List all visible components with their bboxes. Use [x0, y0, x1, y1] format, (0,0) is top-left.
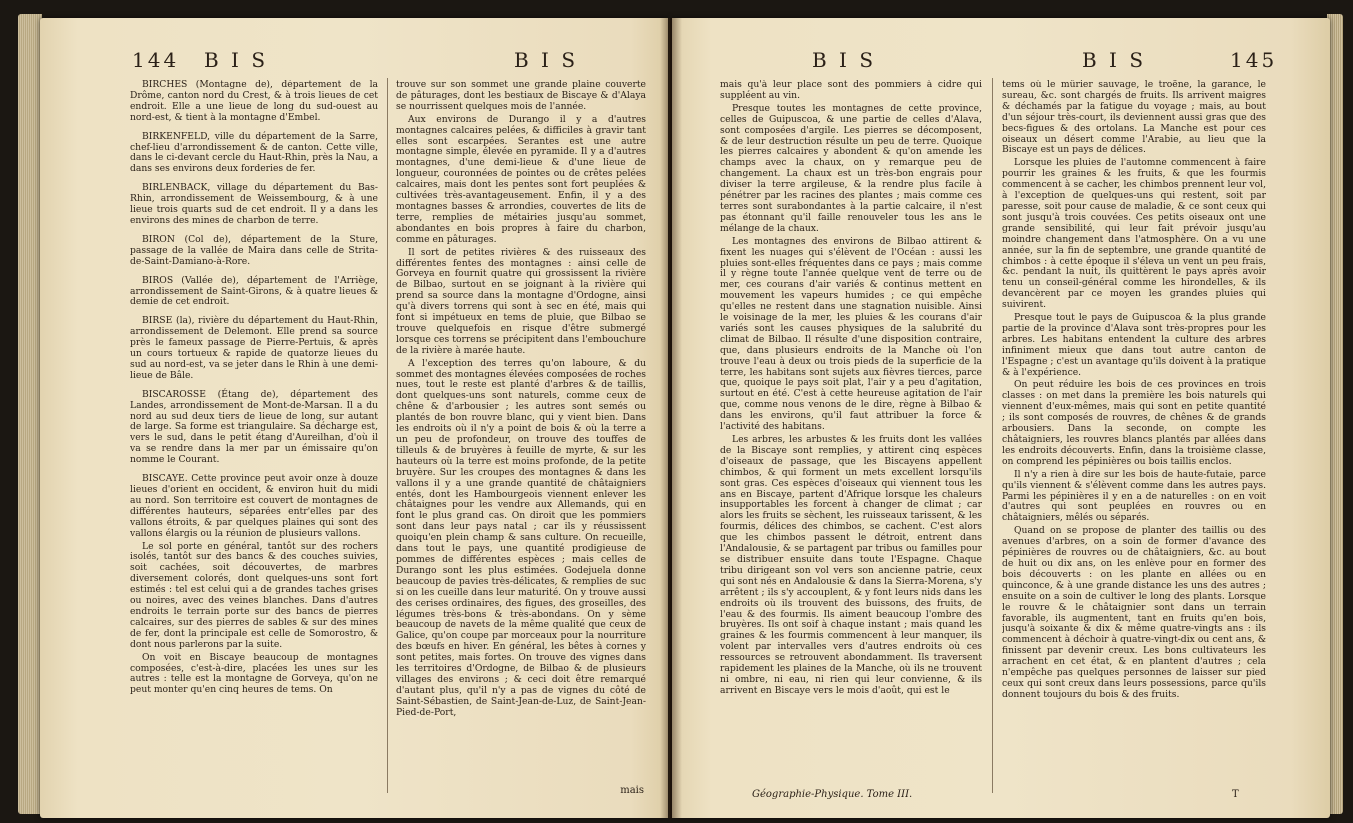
page-number: 145 [1230, 48, 1278, 72]
left-page-header [132, 48, 632, 74]
left-page-column-2 [396, 80, 646, 800]
catchword: mais [620, 785, 644, 796]
body-paragraph: On voit en Biscaye beaucoup de montagnes composées, c'est-à-dire, placées les unes sur les autres : telle est la montagne de Gorveya, qu'on ne peut monter qu'en cinq heures de tems. On [130, 651, 378, 696]
body-paragraph: Il sort de petites rivières & des ruisseaux des différentes fentes des montagnes : ainsi celle de Gorveya en fournit quatre qui grossissent la rivière de Bilbao, surtout en se joignant à la rivière qui prend sa source dans la montagne d'Ordogne, ainsi qu'à divers torrens qui sont à sec en été, mais qui font si impétueux en tems de pluie, que Bilbao se trouve quelquefois en risque d'être submergé lorsque ces torrens se précipitent dans l'embouchure de la rivière à marée haute. [396, 246, 646, 356]
body-paragraph: On peut réduire les bois de ces provinces en trois classes : on met dans la première les bois naturels qui viennent d'eux-mêmes, mais qui sont en petite quantité ; ils sont composés de rouvres, de chênes & de grands arbousiers. Dans la seconde, on compte les châtaigniers, les rouvres blancs plantés par allées dans les endroits découverts. Enfin, dans la troisième classe, on comprend les pépinières ou bois taillis enclos. [1002, 379, 1266, 467]
right-page [672, 18, 1330, 818]
book-gutter [660, 18, 682, 818]
body-paragraph: tems où le mûrier sauvage, le troëne, la garance, le sureau, &c. sont chargés de fruits. Ils arrivent maigres & déchamés par la fatigue du voyage ; mais, au bout d'un séjour très-court, ils deviennent aussi gras que des becs-figues & des ortolans. La Manche est pour ces oiseaux un désert comme l'Arabie, au lieu que la Biscaye est un pays de délices. [1002, 80, 1266, 156]
entry-paragraph: BISCAYE. Cette province peut avoir onze à douze lieues d'orient en occident, & environ huit du midi au nord. Son territoire est couvert de montagnes de différentes hauteurs, séparées entr'elles par des vallons étroits, & par quelques plaines qui sont des vallons élargis ou la réunion de plusieurs vallons. [130, 473, 378, 539]
body-paragraph: Les montagnes des environs de Bilbao attirent & fixent les nuages qui s'élèvent de l'Océan : aussi les pluies sont-elles fréquentes dans ce pays ; mais comme il y règne toute l'année quelque vent de terre ou de mer, ces courans d'air variés & continus mettent en mouvement les vapeurs humides ; ce qui empêche qu'elles ne restent dans une stagnation nuisible. Ainsi le voisinage de la mer, les pluies & les courans d'air variés sont les causes physiques de la salubrité du climat de Bilbao. Il résulte d'une disposition contraire, que, dans plusieurs endroits de la Manche où l'on trouve l'eau à deux ou trois pieds de la superficie de la terre, les habitans sont sujets aux fièvres tierces, parce que, quoique le pays soit plat, l'air y a peu d'agitation, surtout en été. C'est à cette heureuse agitation de l'air que, comme nous venons de le dire, règne à Bilbao & dans les environs, qu'il faut attribuer la force & l'activité des habitans. [720, 235, 982, 433]
body-paragraph: A l'exception des terres qu'on laboure, & du sommet des montagnes élevées composées de roches nues, tout le reste est planté d'arbres & de taillis, dont quelques-uns sont naturels, comme ceux de chêne & d'arbousier ; les autres sont semés ou plantés de bon rouvre blanc, qui y vient bien. Dans les endroits où il n'y a point de bois & où la terre a un peu de profondeur, on trouve des touffes de tilleuls & de bruyères à feuille de myrte, & sur les hauteurs où la terre est moins profonde, de la petite bruyère. Sur les croupes des montagnes & dans les vallons il y a une grande quantité de châtaigniers entés, dont les Hambourgeois viennent enlever les châtaignes pour les vendre aux Allemands, qui en font le plus grand cas. On diroit que les pommiers sont dans leur pays natal ; car ils y réussissent quoiqu'en plein champ & sans culture. On recueille, dans tout le pays, une quantité prodigieuse de pommes de différentes espèces ; mais celles de Durango sont les plus estimées. Godejuela donne beaucoup de pavies très-délicates, & remplies de suc si on les cueille dans leur maturité. On y trouve aussi des cerises ordinaires, des figues, des groseilles, des légumes très-bons & très-abondans. On y sème beaucoup de navets de la même qualité que ceux de Galice, qu'on coupe par morceaux pour la nourriture des bœufs en hiver. En général, les bêtes à cornes y sont petites, mais fortes. On trouve des vignes dans les territoires d'Ordogne, de Bilbao & de plusieurs villages des environs ; & ceci doit être remarqué d'autant plus, qu'il n'y a pas de vignes du côté de Saint-Sébastien, de Saint-Jean-de-Luz, de Saint-Jean-Pied-de-Port, [396, 357, 646, 718]
signature-mark: T [1232, 789, 1239, 800]
body-paragraph: mais qu'à leur place sont des pommiers à cidre qui suppléent au vin. [720, 80, 982, 101]
signature-line: Géographie-Physique. Tome III. [752, 789, 913, 800]
left-page-column-1 [130, 80, 378, 800]
right-page-column-2 [1002, 80, 1266, 800]
entry-paragraph: BIROS (Vallée de), département de l'Arriège, arrondissement de Saint-Girons, & à quatre lieues & demie de cet endroit. [130, 274, 378, 308]
entry-paragraph: BISCAROSSE (Étang de), département des Landes, arrondissement de Mont-de-Marsan. Il a du nord au sud deux tiers de lieue de long, sur autant de large. Sa forme est triangulaire. Sa décharge est, vers le sud, dans le petit étang d'Aureilhan, d'où il va se rendre dans la mer par un émissaire qu'on nomme le Courant. [130, 388, 378, 466]
running-head-left: B I S [812, 48, 877, 72]
book-edge-left [18, 14, 42, 814]
entry-paragraph: BIRCHES (Montagne de), département de la Drôme, canton nord du Crest, & à trois lieues de cet endroit. Elle a une lieue de long du sud-ouest au nord-est, & tient à la montagne d'Embel. [130, 80, 378, 123]
body-paragraph: Aux environs de Durango il y a d'autres montagnes calcaires pelées, & difficiles à gravir tant elles sont escarpées. Serantes est une autre montagne simple, élevée en pyramide. Il y a d'autres montagnes, d'une demi-lieue & d'une lieue de longueur, couronnées de pointes ou de crêtes pelées calcaires, mais dont les pentes sont fort peuplées & cultivées très-avantageusement. Enfin, il y a des montagnes basses & arrondies, couvertes de lits de terre, remplies de métairies jusqu'au sommet, abondantes en bois propres à faire du charbon, comme en pâturages. [396, 113, 646, 245]
running-head-center: B I S [1082, 48, 1147, 72]
column-divider [992, 78, 993, 793]
body-paragraph: Lorsque les pluies de l'automne commencent à faire pourrir les graines & les fruits, & que les fourmis commencent à se cacher, les chimbos prennent leur vol, à l'exception de quelques-uns qui restent, soit par paresse, soit pour cause de maladie, & ce sont ceux qui sont jusqu'à trois couvées. Ces petits oiseaux ont une grande sensibilité, qui leur fait prévoir jusqu'au moindre changement dans l'atmosphère. On a vu une année, sur la fin de septembre, une grande quantité de chimbos : à cette époque il s'éleva un vent un peu frais, &c. pendant la nuit, ils quittèrent le pays après avoir tenu un conseil-général comme les hirondelles, & ils devancèrent par ce moyen les grandes pluies qui suivirent. [1002, 157, 1266, 311]
right-page-column-1 [720, 80, 982, 800]
open-book [40, 18, 1330, 818]
body-paragraph: Il n'y a rien à dire sur les bois de haute-futaie, parce qu'ils viennent & s'élèvent comme dans les autres pays. Parmi les pépinières il y en a de naturelles : on en voit d'autres qui sont peuplées en rouvres ou en châtaigniers, mêlés ou séparés. [1002, 468, 1266, 524]
body-paragraph: Le sol porte en général, tantôt sur des rochers isolés, tantôt sur des bancs & des couches suivies, soit cachées, soit découvertes, de marbres diversement colorés, dont quelques-uns sont fort estimés : tel est celui qui a de grandes taches grises ou noires, avec des veines blanches. Dans d'autres endroits le terrain porte sur des bancs de pierres calcaires, sur des pierres de sables & sur des mines de fer, dont la principale est celle de Somorostro, & dont nous parlerons par la suite. [130, 540, 378, 650]
body-paragraph: Presque tout le pays de Guipuscoa & la plus grande partie de la province d'Alava sont très-propres pour les arbres. Les habitans entendent la culture des arbres infiniment mieux que dans tout autre canton de l'Espagne ; c'est un avantage qu'ils doivent à la pratique & à l'expérience. [1002, 312, 1266, 378]
entry-paragraph: BIRSE (la), rivière du département du Haut-Rhin, arrondissement de Delemont. Elle prend sa source près le fameux passage de Pierre-Pertuis, & après un cours tortueux & rapide de quatorze lieues du sud au nord-est, va se jeter dans le Rhin à une demi-lieue de Bâle. [130, 315, 378, 381]
running-head-left: B I S [204, 48, 269, 72]
running-head-center: B I S [514, 48, 579, 72]
entry-paragraph: BIRLENBACK, village du département du Bas-Rhin, arrondissement de Weissembourg, & à une lieue trois quarts sud de cet endroit. Il y a dans les environs des mines de charbon de terre. [130, 182, 378, 226]
body-paragraph: Quand on se propose de planter des taillis ou des avenues d'arbres, on a soin de former d'avance des pépinières de rouvres ou de châtaigniers, &c. au bout de huit ou dix ans, on les enlève pour en former des bois découverts : on les plante en allées ou en quinconce, & à une grande distance les uns des autres ; ensuite on a soin de cultiver le long des plants. Lorsque le rouvre & le châtaignier sont dans un terrain favorable, ils augmentent, tant en fruits qu'en bois, jusqu'à soixante & dix & même quatre-vingts ans : ils commencent à déchoir à quatre-vingt-dix ou cent ans, & finissent par devenir creux. Les bons cultivateurs les arrachent en cet état, & en plantent d'autres ; cela n'empêche pas quelques personnes de laisser sur pied ceux qui sont creux dans leurs possessions, parce qu'ils donnent toujours du bois & des fruits. [1002, 525, 1266, 700]
page-number: 144 [132, 48, 180, 72]
entry-paragraph: BIRKENFELD, ville du département de la Sarre, chef-lieu d'arrondissement & de canton. Cette ville, dans le ci-devant cercle du Haut-Rhin, près la Nau, a dans ses environs deux forderies de fer. [130, 130, 378, 175]
body-paragraph: Les arbres, les arbustes & les fruits dont les vallées de la Biscaye sont remplies, y attirent cinq espèces d'oiseaux de passage, que les Biscayens appellent chimbos, & qui forment un mets excellent lorsqu'ils sont gras. Ces espèces d'oiseaux qui viennent tous les ans en Biscaye, partent d'Afrique lorsque les chaleurs insupportables les forcent à changer de climat ; car alors les fruits se sèchent, les ruisseaux tarissent, & les fourmis, délices des chimbos, se cachent. C'est alors que les chimbos passent le détroit, entrent dans l'Andalousie, & se partagent par tribus ou familles pour se distribuer ensuite dans toute l'Espagne. Chaque tribu dirigeant son vol vers son ancienne patrie, ceux qui sont nés en Andalousie & dans la Sierra-Morena, s'y arrêtent ; ils s'y accouplent, & y font leurs nids dans les endroits où ils trouvent des buissons, des fruits, de l'eau & des fourmis. Ils aiment beaucoup l'ombre des bruyères. Ils ont soif à chaque instant ; mais quand les graines & les fourmis commencent à leur manquer, ils volent par intervalles vers d'autres endroits où ces ressources se retrouvent abondamment. Ils traversent rapidement les plaines de la Manche, où ils ne trouvent ni ombre, ni eau, ni rien qui leur convienne, & ils arrivent en Biscaye vers le mois d'août, qui est le [720, 434, 982, 696]
left-page [40, 18, 668, 818]
body-paragraph: trouve sur son sommet une grande plaine couverte de pâturages, dont les bestiaux de Biscaye & d'Alaya se nourrissent quelques mois de l'année. [396, 80, 646, 112]
column-divider [387, 78, 388, 793]
right-page-header [812, 48, 1292, 74]
body-paragraph: Presque toutes les montagnes de cette province, celles de Guipuscoa, & une partie de celles d'Alava, sont composées d'argile. Les pierres se décomposent, & de leur destruction résulte un peu de terre. Quoique les pierres calcaires y abondent & qu'on amende les champs avec la chaux, on y remarque peu de changement. La chaux est un très-bon engrais pour diviser la terre argileuse, & la rendre plus facile à pénétrer par les racines des plantes ; mais comme ces terres sont surabondantes à la partie calcaire, il n'est pas étonnant qu'il faille renouveler tous les ans le mélange de la chaux. [720, 102, 982, 234]
entry-paragraph: BIRON (Col de), département de la Sture, passage de la vallée de Maira dans celle de Strita-de-Saint-Damiano-à-Rore. [130, 233, 378, 267]
